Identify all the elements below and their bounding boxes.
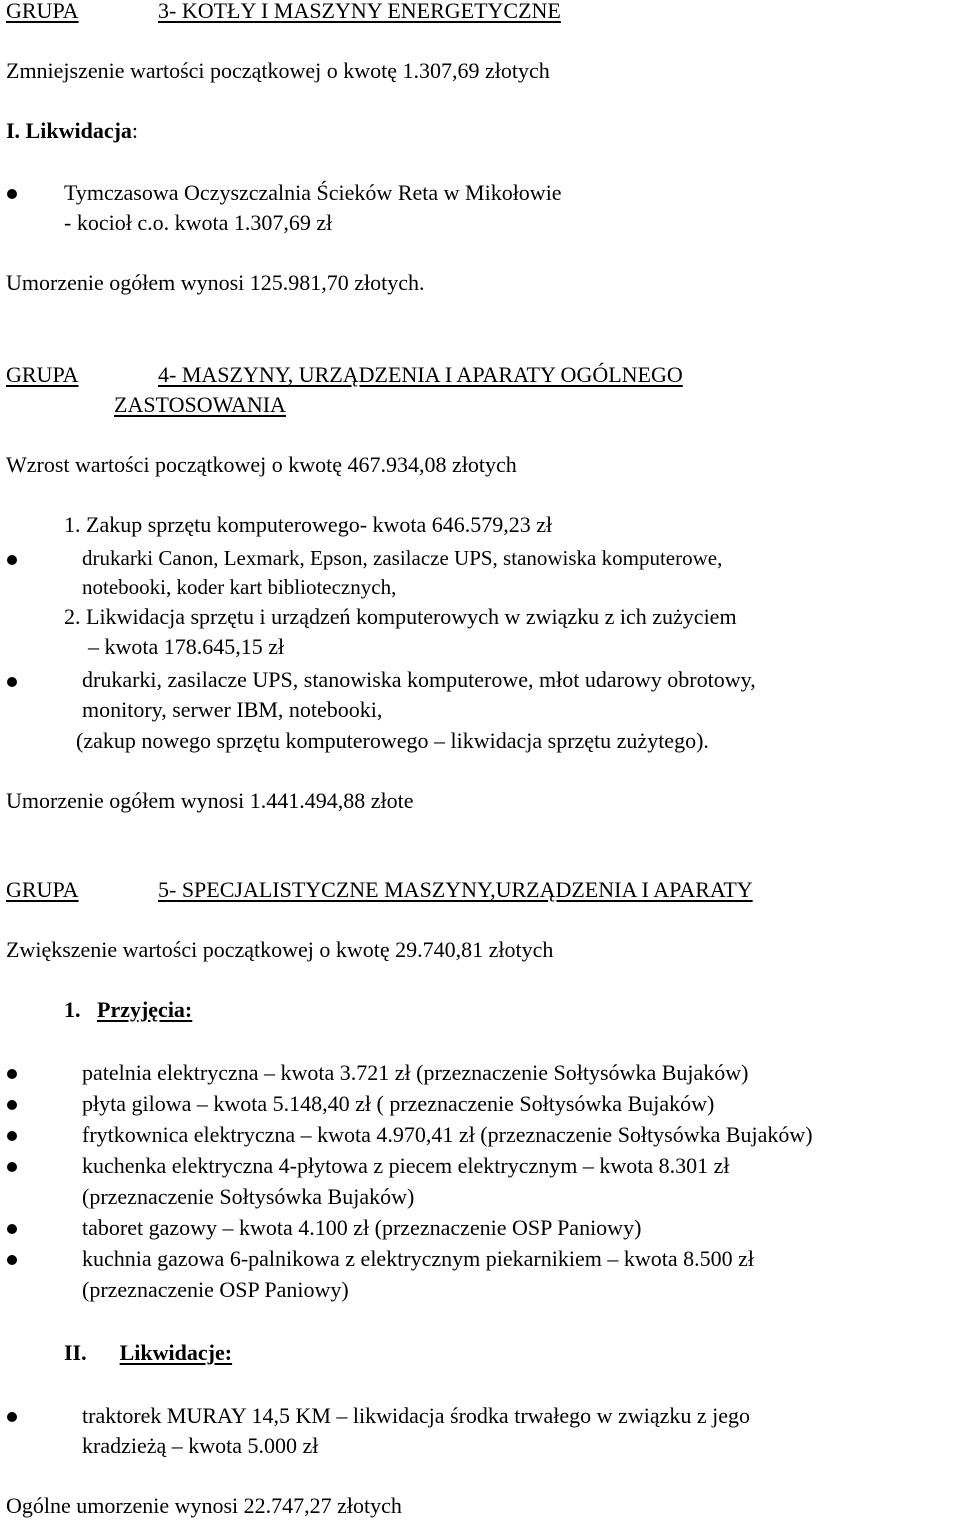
liquidation-item-line2: kradzieżą – kwota 5.000 zł (82, 1433, 319, 1458)
group4-point2-line1: 2. Likwidacja sprzętu i urządzeń komputerowych w związku z ich zużyciem (64, 604, 737, 629)
bullet-icon (7, 1224, 17, 1234)
liquidations-number: II. (64, 1340, 87, 1365)
group4-title-line1: 4- MASZYNY, URZĄDZENIA I APARATY OGÓLNEGO (158, 362, 683, 387)
group3-liquidation-heading (6, 118, 138, 144)
group3-item-line2: - kocioł c.o. kwota 1.307,69 zł (64, 210, 333, 235)
acceptance-item: kuchenka elektryczna 4-płytowa z piecem elektrycznym – kwota 8.301 zł (82, 1153, 730, 1178)
liquidations-label: Likwidacje: (119, 1340, 233, 1365)
group4-point1-desc-line1: drukarki Canon, Lexmark, Epson, zasilacze UPS, stanowiska komputerowe, (82, 546, 723, 570)
bullet-icon (7, 555, 17, 565)
bullet-icon (7, 1100, 17, 1110)
group4-point1: 1. Zakup sprzętu komputerowego- kwota 646.579,23 zł (64, 512, 553, 537)
bullet-icon (7, 1131, 17, 1141)
group4-point2-line2: – kwota 178.645,15 zł (88, 634, 285, 659)
bullet-icon (7, 189, 17, 199)
liquidations-heading (64, 1340, 232, 1366)
group4-increase: Wzrost wartości początkowej o kwotę 467.934,08 złotych (6, 452, 517, 477)
total-depreciation: Ogólne umorzenie wynosi 22.747,27 złotych (6, 1493, 402, 1518)
bullet-icon (7, 1412, 17, 1422)
group4-point1-desc-line2: notebooki, koder kart bibliotecznych, (82, 575, 397, 599)
bullet-icon (7, 1162, 17, 1172)
group3-label: GRUPA (6, 0, 79, 23)
acceptances-label: Przyjęcia: (97, 997, 193, 1022)
liquidation-label: I. Likwidacja (6, 118, 132, 143)
liquidation-item-line1: traktorek MURAY 14,5 KM – likwidacja środka trwałego w związku z jego (82, 1403, 750, 1428)
group5-title: 5- SPECJALISTYCZNE MASZYNY,URZĄDZENIA I APARATY (158, 877, 753, 902)
group3-depreciation: Umorzenie ogółem wynosi 125.981,70 złotych. (6, 270, 425, 295)
group4-point2-desc-line2: monitory, serwer IBM, notebooki, (82, 697, 383, 722)
acceptance-item-continuation: (przeznaczenie OSP Paniowy) (82, 1277, 349, 1302)
group4-point2-desc-line3: (zakup nowego sprzętu komputerowego – likwidacja sprzętu zużytego). (76, 728, 709, 753)
acceptance-item: patelnia elektryczna – kwota 3.721 zł (przeznaczenie Sołtysówka Bujaków) (82, 1060, 749, 1085)
group4-label: GRUPA (6, 362, 79, 387)
acceptances-heading (64, 997, 192, 1023)
bullet-icon (7, 1069, 17, 1079)
group5-label: GRUPA (6, 877, 79, 902)
acceptance-item: taboret gazowy – kwota 4.100 zł (przeznaczenie OSP Paniowy) (82, 1215, 642, 1240)
group5-increase: Zwiększenie wartości początkowej o kwotę 29.740,81 złotych (6, 937, 554, 962)
acceptance-item: frytkownica elektryczna – kwota 4.970,41 zł (przeznaczenie Sołtysówka Bujaków) (82, 1122, 813, 1147)
acceptance-item: kuchnia gazowa 6-palnikowa z elektrycznym piekarnikiem – kwota 8.500 zł (82, 1246, 754, 1271)
group3-reduction: Zmniejszenie wartości początkowej o kwotę 1.307,69 złotych (6, 58, 550, 83)
group4-point2-desc-line1: drukarki, zasilacze UPS, stanowiska komputerowe, młot udarowy obrotowy, (82, 667, 756, 692)
group4-title-line2: ZASTOSOWANIA (114, 392, 286, 417)
group4-depreciation: Umorzenie ogółem wynosi 1.441.494,88 złote (6, 788, 414, 813)
group3-item-line1: Tymczasowa Oczyszczalnia Ścieków Reta w Mikołowie (64, 180, 562, 205)
acceptances-number: 1. (64, 997, 81, 1022)
liquidation-colon: : (131, 118, 139, 143)
group3-title: 3- KOTŁY I MASZYNY ENERGETYCZNE (158, 0, 561, 23)
bullet-icon (7, 677, 17, 687)
bullet-icon (7, 1255, 17, 1265)
acceptance-item: płyta gilowa – kwota 5.148,40 zł ( przeznaczenie Sołtysówka Bujaków) (82, 1091, 715, 1116)
acceptance-item-continuation: (przeznaczenie Sołtysówka Bujaków) (82, 1184, 415, 1209)
